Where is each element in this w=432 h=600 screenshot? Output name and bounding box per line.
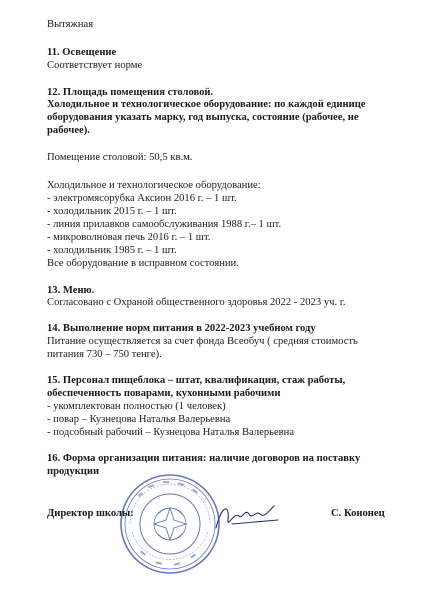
handwritten-signature bbox=[212, 498, 282, 538]
section-14-heading: 14. Выполнение норм питания в 2022-2023 учебном году bbox=[47, 323, 316, 334]
equipment-item: - микроволновая печь 2016 г. – 1 шт. bbox=[47, 232, 211, 243]
director-label: Директор школы: bbox=[47, 508, 134, 519]
section-12-heading-line: оборудования указать марку, год выпуска, состояние (рабочее, не bbox=[47, 112, 359, 123]
section-15-heading-line: обеспеченность поварами, кухонными рабочими bbox=[47, 388, 281, 399]
section-16-heading-line: 16. Форма организации питания: наличие договоров на поставку bbox=[47, 453, 361, 464]
section-14-text-line: питания 730 – 750 тенге). bbox=[47, 349, 162, 360]
section-16-heading-line: продукции bbox=[47, 466, 100, 477]
equipment-item: - холодильник 1985 г. – 1 шт. bbox=[47, 245, 177, 256]
section-13-text: Согласовано с Охраной общественного здоровья 2022 - 2023 уч. г. bbox=[47, 297, 346, 308]
equipment-item: - холодильник 2015 г. – 1 шт. bbox=[47, 206, 177, 217]
section-12-heading-line: 12. Площадь помещения столовой. bbox=[47, 87, 214, 98]
staff-item: - укомплектован полностью (1 человек) bbox=[47, 401, 226, 412]
staff-item: - подсобный рабочий – Кузнецова Наталья Валерьевна bbox=[47, 427, 295, 438]
section-11-text: Соответствует норме bbox=[47, 60, 143, 71]
section-12-heading-line: Холодильное и технологическое оборудование: по каждой единице bbox=[47, 99, 366, 110]
section-14-text-line: Питание осуществляется за счет фонда Всеобуч ( средняя стоимость bbox=[47, 336, 358, 347]
section-11-heading: 11. Освещение bbox=[47, 47, 117, 58]
staff-item: - повар – Кузнецова Наталья Валерьевна bbox=[47, 414, 231, 425]
top-line: Вытяжная bbox=[47, 19, 94, 30]
equipment-intro: Холодильное и технологическое оборудование: bbox=[47, 180, 261, 191]
equipment-item: - электромясорубка Аксион 2016 г. – 1 шт. bbox=[47, 193, 237, 204]
section-12-heading-line: рабочее). bbox=[47, 125, 90, 136]
official-seal-stamp bbox=[118, 472, 222, 576]
equipment-status: Все оборудование в исправном состоянии. bbox=[47, 258, 239, 269]
canteen-area: Помещение столовой: 50,5 кв.м. bbox=[47, 152, 193, 163]
equipment-item: - линия прилавков самообслуживания 1988 г.– 1 шт. bbox=[47, 219, 282, 230]
section-13-heading: 13. Меню. bbox=[47, 285, 95, 296]
director-name: С. Кононец bbox=[331, 508, 385, 519]
section-15-heading-line: 15. Персонал пищеблока – штат, квалификация, стаж работы, bbox=[47, 375, 346, 386]
